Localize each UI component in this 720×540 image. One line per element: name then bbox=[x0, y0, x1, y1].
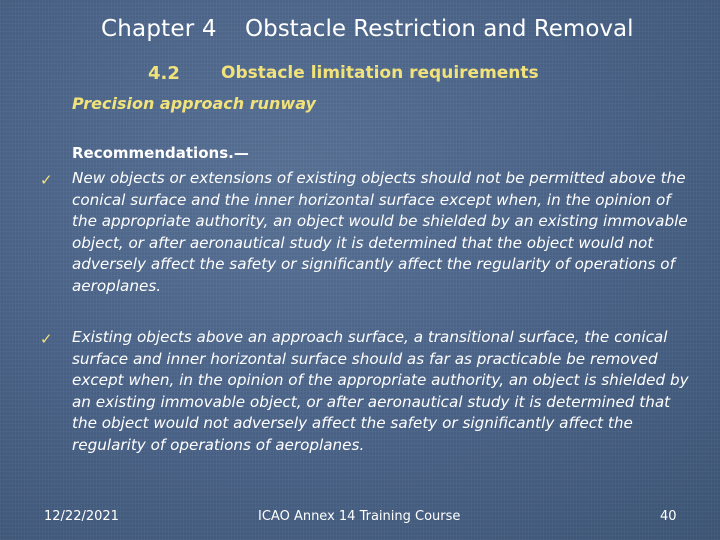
recommendations-label: Recommendations.— bbox=[72, 144, 249, 162]
chapter-title: Obstacle Restriction and Removal bbox=[245, 16, 634, 42]
section-number: 4.2 bbox=[148, 63, 180, 84]
bullet-text: New objects or extensions of existing objects should not be permitted above the conical surface and the inner horizontal surface except when, in the opinion of the appropriate authority, an object would be shielded by an existing immovable object, or after aeronautical study it is determined that the object would not adversely affect the safety or significantly affect the regularity of operations of aeroplanes. bbox=[72, 169, 688, 295]
chapter-label: Chapter 4 bbox=[101, 16, 217, 42]
page-number: 40 bbox=[660, 509, 677, 524]
checkmark-icon: ✓ bbox=[40, 171, 53, 189]
slide-title bbox=[0, 16, 720, 84]
checkmark-icon: ✓ bbox=[40, 330, 53, 348]
footer-course: ICAO Annex 14 Training Course bbox=[258, 509, 461, 524]
footer-date: 12/22/2021 bbox=[44, 509, 119, 524]
section-title: Obstacle limitation requirements bbox=[221, 63, 539, 83]
bullet-text: Existing objects above an approach surface, a transitional surface, the conical surface and inner horizontal surface should as far as practicable be removed except when, in the opinion of the appropriate authority, an object is shielded by an existing immovable object, or after aeronautical study it is determined that the object would not adversely affect the safety or significantly affect the regularity of operations of aeroplanes. bbox=[72, 328, 689, 454]
subtitle: Precision approach runway bbox=[72, 94, 316, 113]
